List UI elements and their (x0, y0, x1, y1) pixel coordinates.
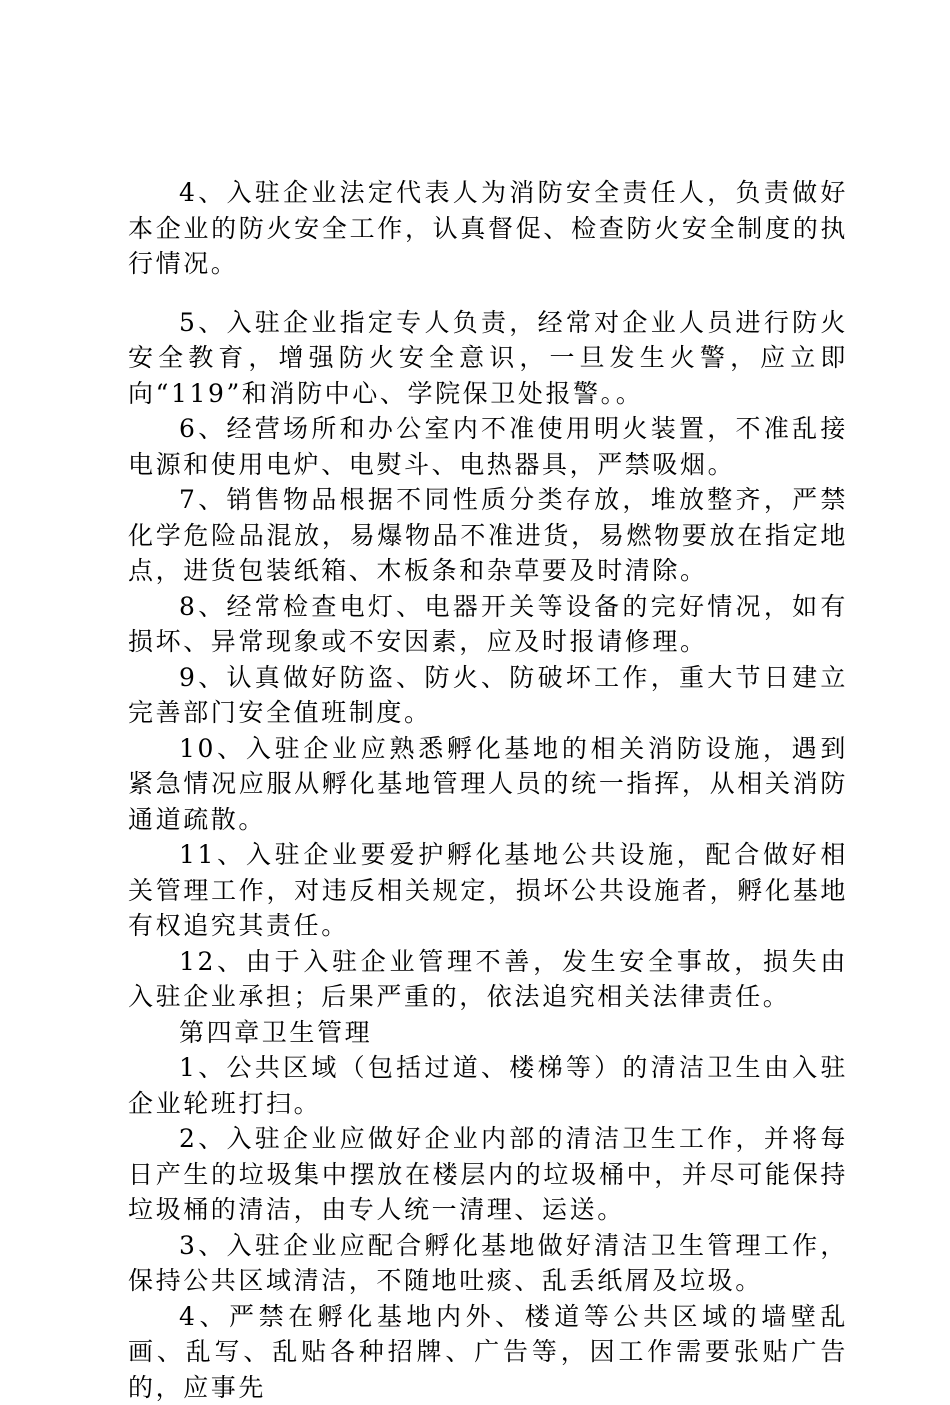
paragraph-open-flame-ban: 6、经营场所和办公室内不准使用明火装置，不准乱接电源和使用电炉、电熨斗、电热器具，严禁吸烟。 (128, 411, 848, 482)
paragraph-liability: 12、由于入驻企业管理不善，发生安全事故，损失由入驻企业承担；后果严重的，依法追究相关法律责任。 (128, 944, 848, 1015)
paragraph-fire-safety-responsibility: 4、入驻企业法定代表人为消防安全责任人，负责做好本企业的防火安全工作，认真督促、检查防火安全制度的执行情况。 (128, 175, 848, 282)
document-page (128, 175, 848, 1405)
paragraph-posting-ban: 4、严禁在孵化基地内外、楼道等公共区域的墙壁乱画、乱写、乱贴各种招牌、广告等，因工作需要张贴广告的，应事先 (128, 1299, 848, 1405)
paragraph-goods-storage: 7、销售物品根据不同性质分类存放，堆放整齐，严禁化学危险品混放，易爆物品不准进货，易燃物要放在指定地点，进货包装纸箱、木板条和杂草要及时清除。 (128, 482, 848, 589)
paragraph-public-facilities: 11、入驻企业要爱护孵化基地公共设施，配合做好相关管理工作，对违反相关规定，损坏公共设施者，孵化基地有权追究其责任。 (128, 837, 848, 944)
paragraph-security-duty: 9、认真做好防盗、防火、防破坏工作，重大节日建立完善部门安全值班制度。 (128, 660, 848, 731)
paragraph-fire-safety-education: 5、入驻企业指定专人负责，经常对企业人员进行防火安全教育，增强防火安全意识，一旦发生火警，应立即向“119”和消防中心、学院保卫处报警。。 (128, 305, 848, 412)
paragraph-emergency-evacuation: 10、入驻企业应熟悉孵化基地的相关消防设施，遇到紧急情况应服从孵化基地管理人员的统一指挥，从相关消防通道疏散。 (128, 731, 848, 838)
paragraph-cooperation: 3、入驻企业应配合孵化基地做好清洁卫生管理工作，保持公共区域清洁，不随地吐痰、乱丢纸屑及垃圾。 (128, 1228, 848, 1299)
paragraph-public-cleaning: 1、公共区域（包括过道、楼梯等）的清洁卫生由入驻企业轮班打扫。 (128, 1050, 848, 1121)
chapter-heading-hygiene: 第四章卫生管理 (128, 1015, 848, 1051)
paragraph-equipment-inspection: 8、经常检查电灯、电器开关等设备的完好情况，如有损坏、异常现象或不安因素，应及时报请修理。 (128, 589, 848, 660)
paragraph-internal-cleaning: 2、入驻企业应做好企业内部的清洁卫生工作，并将每日产生的垃圾集中摆放在楼层内的垃圾桶中，并尽可能保持垃圾桶的清洁，由专人统一清理、运送。 (128, 1121, 848, 1228)
